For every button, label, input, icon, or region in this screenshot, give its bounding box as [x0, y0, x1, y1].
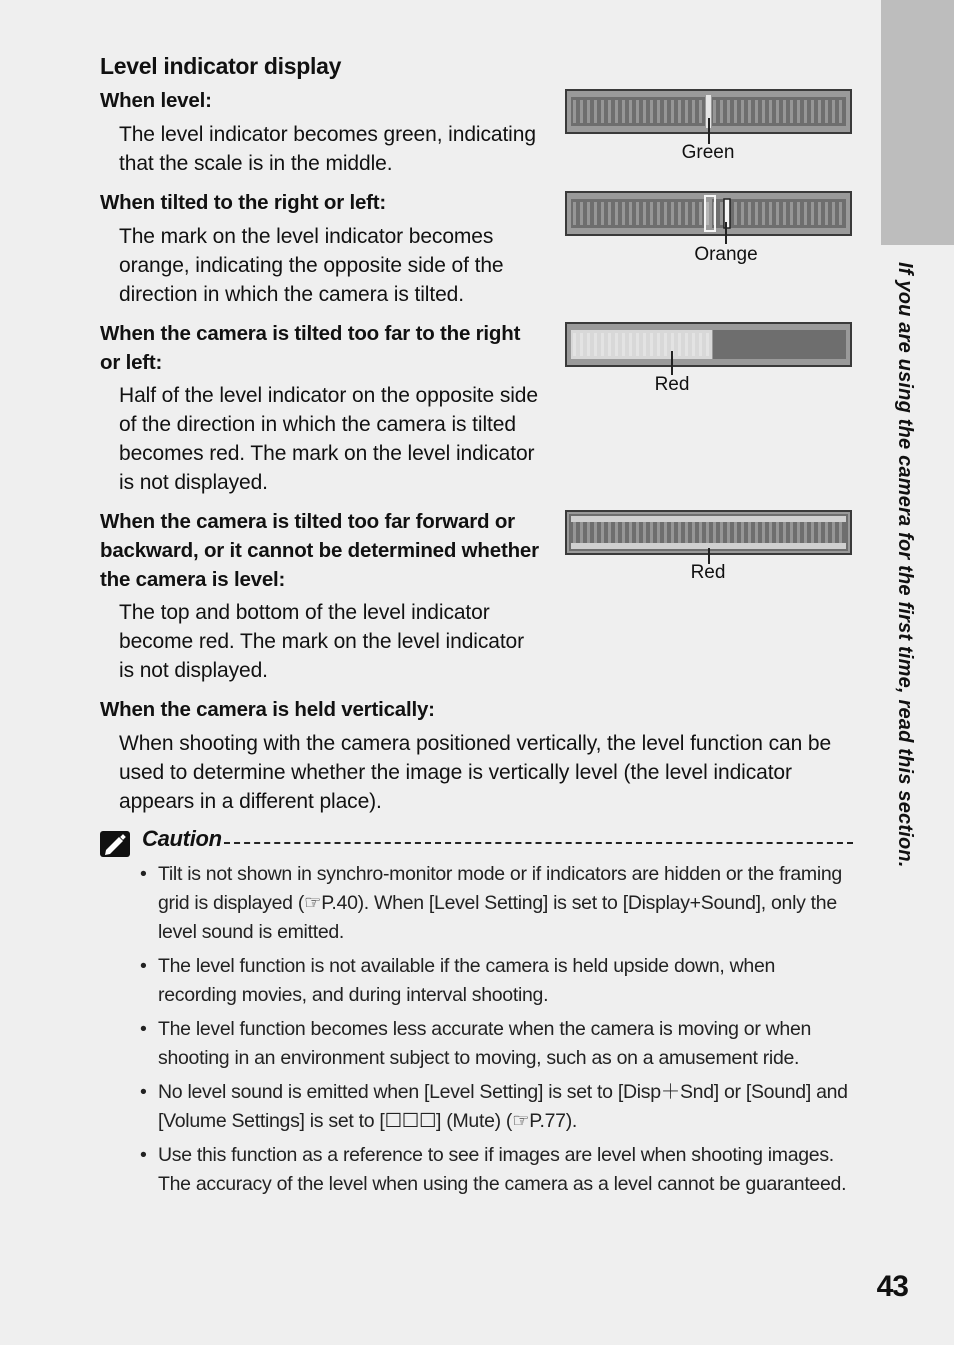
- section-side-tab-label: If you are using the camera for the first time, read this section.: [894, 262, 916, 868]
- heading-tilted-forward-backward: When the camera is tilted too far forward or backward, or it cannot be determined whether the camera is level:: [100, 510, 539, 591]
- caution-item: • The level function becomes less accurate when the camera is moving or when shooting in an environment subject to moving, such as on a amusement ride.: [140, 1015, 850, 1073]
- caution-item: • No level sound is emitted when [Level Setting] is set to [Disp＋Snd] or [Sound] and [Volume Settings] is set to [☐☐☐] (Mute) (☞P.77).: [140, 1078, 850, 1136]
- pointer-line-red-side: [671, 351, 673, 375]
- figure-label-red-top-bottom: Red: [690, 562, 726, 583]
- text-when-level: The level indicator becomes green, indicating that the scale is in the middle.: [119, 123, 536, 175]
- indicator-scale-graphic: [567, 512, 850, 553]
- heading-held-vertically: When the camera is held vertically:: [100, 698, 435, 721]
- text-tilted-right-left: The mark on the level indicator becomes orange, indicating the opposite side of the direction in which the camera is tilted.: [119, 225, 504, 306]
- heading-tilted-right-left: When tilted to the right or left:: [100, 191, 387, 214]
- text-held-vertically: When shooting with the camera positioned vertically, the level function can be used to determine whether the image is vertically level (the level indicator appears in a different place).: [119, 732, 832, 813]
- level-indicator-red-side-figure: [565, 322, 852, 367]
- heading-when-level: When level:: [100, 89, 212, 112]
- caution-icon: [100, 831, 130, 857]
- section-side-tab: [881, 0, 954, 245]
- text-tilted-too-far-side: Half of the level indicator on the opposite side of the direction in which the camera is tilted becomes red. The mark on the level indicator is not displayed.: [119, 384, 538, 494]
- page-number: 43: [876, 1270, 908, 1303]
- caution-list: [140, 860, 850, 1204]
- figure-label-green: Green: [681, 142, 735, 163]
- section-title: Level indicator display: [100, 53, 342, 79]
- figure-label-orange: Orange: [694, 244, 758, 265]
- caution-item: • The level function is not available if the camera is held upside down, when recording movies, and during interval shooting.: [140, 952, 850, 1010]
- caution-item: • Use this function as a reference to see if images are level when shooting images. The accuracy of the level when using the camera as a level cannot be guaranteed.: [140, 1141, 850, 1199]
- indicator-scale-graphic: [567, 324, 850, 365]
- caution-divider: [224, 842, 853, 844]
- figure-label-red-side: Red: [654, 374, 690, 395]
- text-tilted-forward-backward: The top and bottom of the level indicator become red. The mark on the level indicator is not displayed.: [119, 601, 525, 682]
- heading-tilted-too-far-side: When the camera is tilted too far to the right or left:: [100, 322, 521, 374]
- caution-item: • Tilt is not shown in synchro-monitor mode or if indicators are hidden or the framing grid is displayed (☞P.40). When [Level Setting] is set to [Display+Sound], only the level sound is emitted.: [140, 860, 850, 947]
- indicator-scale-graphic: [567, 193, 850, 234]
- level-indicator-orange-figure: [565, 191, 852, 236]
- pointer-line-green: [708, 118, 710, 144]
- caution-title: Caution: [142, 826, 222, 851]
- pointer-line-orange: [725, 222, 727, 244]
